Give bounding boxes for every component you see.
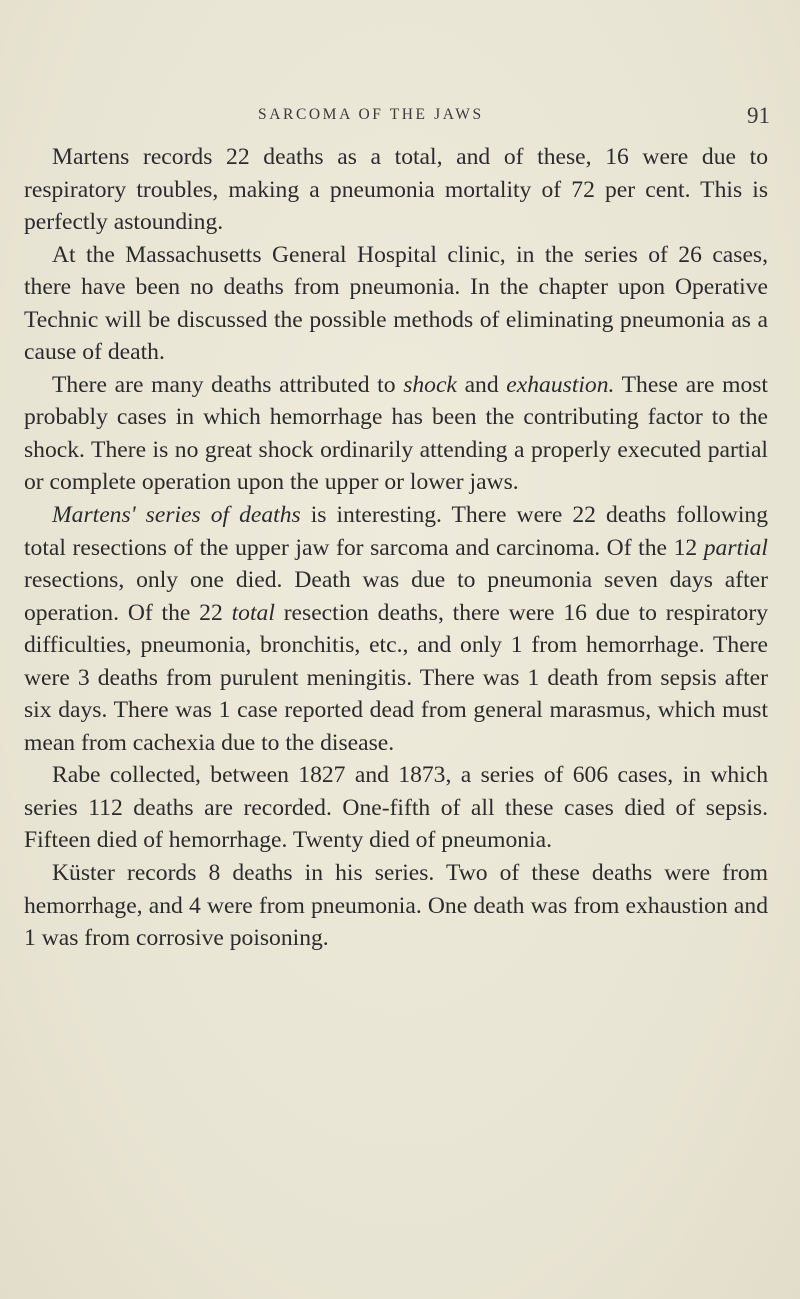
paragraph — [24, 141, 768, 239]
italic-text: shock — [403, 371, 457, 398]
paragraph — [24, 499, 768, 759]
text-run: Rabe collected, between 1827 and 1873, a series of 606 cases, in which series 112 deaths are recorded. One-fifth of all these cases died of sepsis. Fifteen died of hemorrhage. Twenty died of pneumonia. — [24, 762, 768, 854]
text-run: is interesting. There were 22 deaths following total resections of the upper jaw for sarcoma and carcinoma. Of the 12 — [24, 502, 768, 561]
italic-text: Martens' series of deaths — [52, 502, 301, 529]
paragraph — [24, 369, 768, 499]
text-run: These are most probably cases in which hemorrhage has been the contributing factor to the shock. There is no great shock ordinarily attending a properly executed partial or complete operation upon the upper or lower jaws. — [24, 371, 768, 496]
text-run: Martens records 22 deaths as a total, and of these, 16 were due to respiratory troubles, making a pneumonia mortality of 72 per cent. This is perfectly astounding. — [24, 144, 768, 236]
text-run: resections, only one died. Death was due to pneumonia seven days after operation. Of the 22 — [24, 567, 768, 626]
text-run: resection deaths, there were 16 due to respiratory difficulties, pneumonia, bronchitis, etc., and only 1 from hemorrhage. There were 3 deaths from purulent meningitis. There was 1 death from sepsis after six days. There was 1 case reported dead from general marasmus, which must mean from cachexia due to the disease. — [24, 599, 768, 756]
italic-text: total — [231, 599, 275, 626]
text-run: Küster records 8 deaths in his series. Two of these deaths were from hemorrhage, and 4 were from pneumonia. One death was from exhaustion and 1 was from corrosive poisoning. — [24, 860, 768, 952]
paragraph — [24, 239, 768, 369]
text-run: and — [456, 371, 507, 398]
running-title: SARCOMA OF THE JAWS — [258, 106, 484, 123]
text-run: There are many deaths attributed to — [52, 371, 404, 398]
paragraph — [24, 759, 768, 857]
running-head — [0, 103, 800, 136]
text-run: At the Massachusetts General Hospital clinic, in the series of 26 cases, there have been no deaths from pneumonia. In the chapter upon Operative Technic will be discussed the possible methods of eliminating pneumonia as a cause of death. — [24, 241, 768, 366]
italic-text: exhaustion. — [506, 371, 615, 398]
italic-text: partial — [703, 534, 768, 561]
paragraph — [24, 857, 768, 955]
body-text — [24, 141, 768, 955]
page-number: 91 — [747, 103, 770, 128]
